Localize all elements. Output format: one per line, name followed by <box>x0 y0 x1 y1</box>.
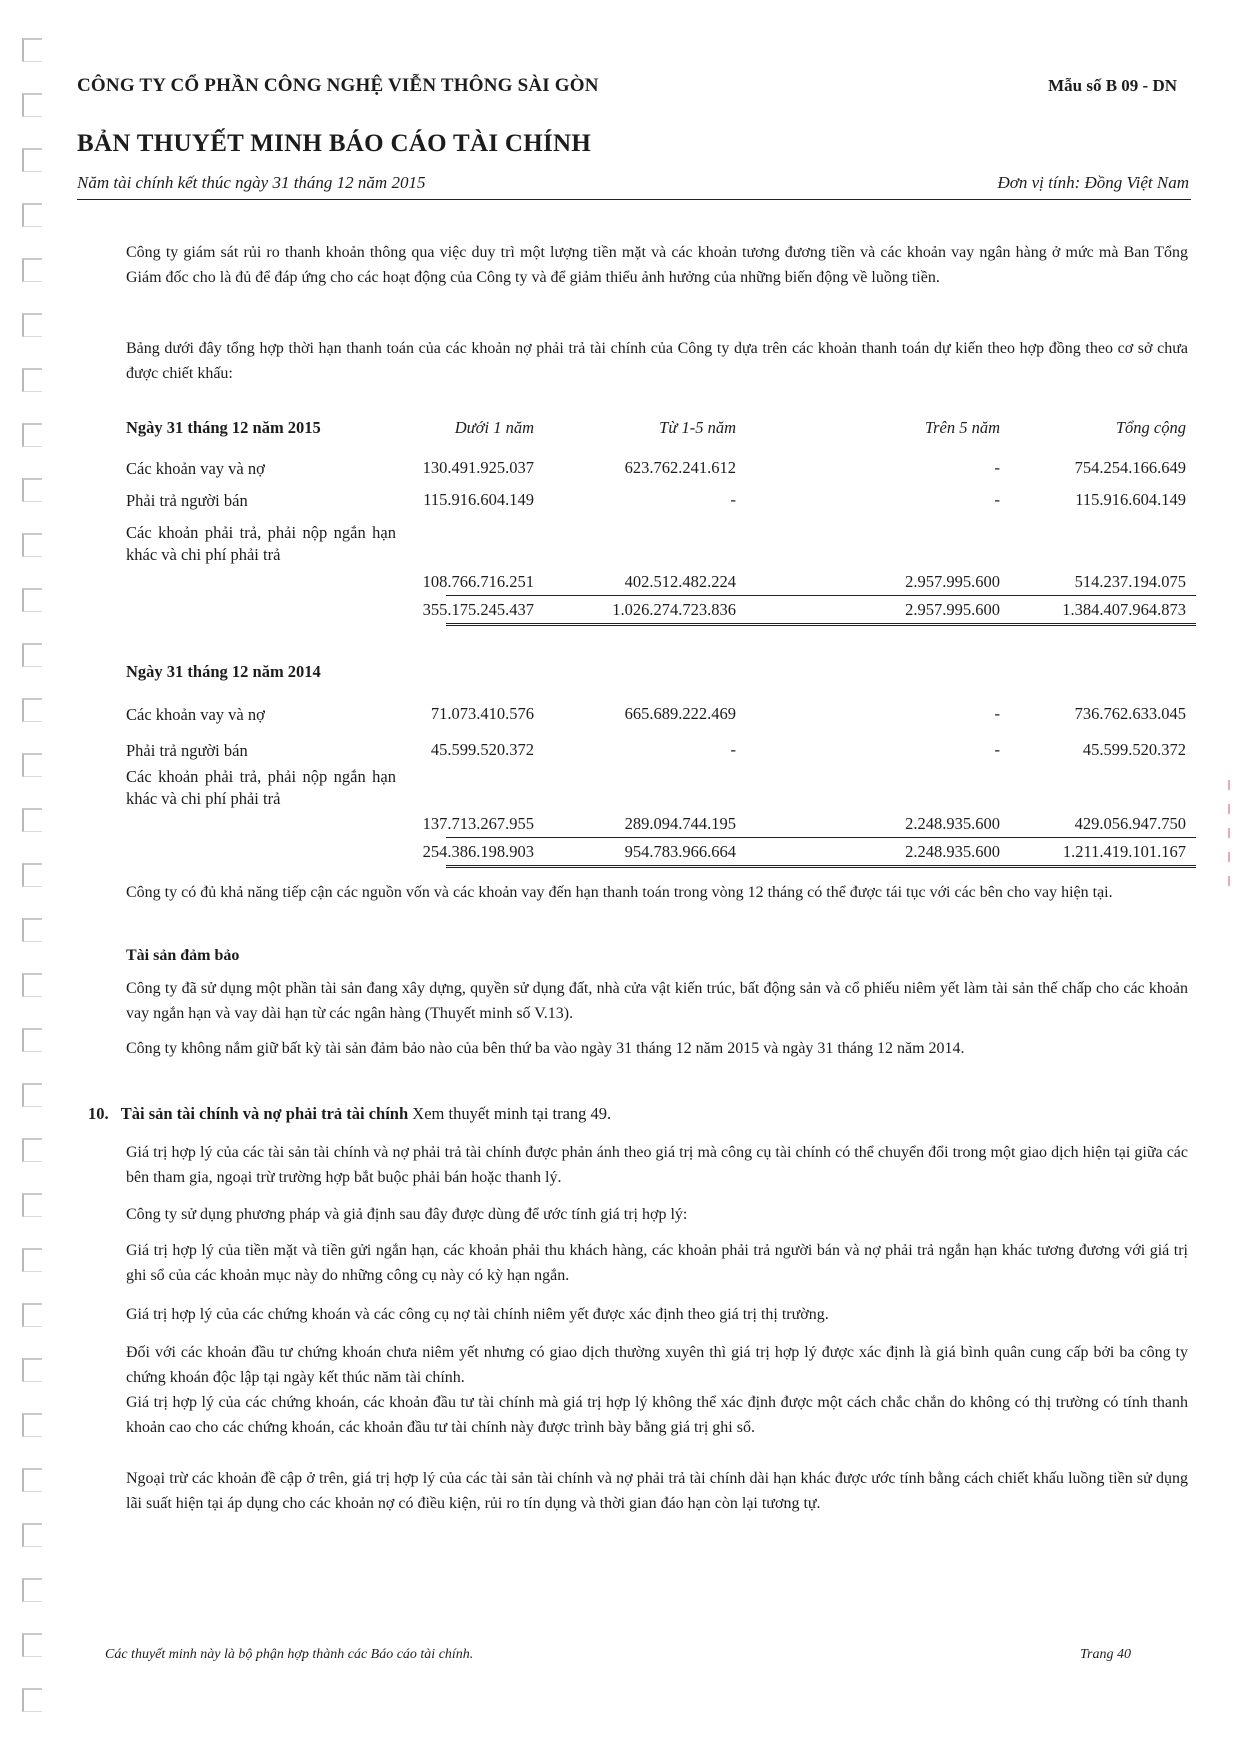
table-cell: 754.254.166.649 <box>1074 458 1186 477</box>
table-date-heading: Ngày 31 tháng 12 năm 2015 <box>126 418 321 437</box>
row-label: Các khoản vay và nợ <box>126 459 265 478</box>
total-cell: 2.957.995.600 <box>905 600 1000 619</box>
section-reference: Xem thuyết minh tại trang 49. <box>408 1104 612 1123</box>
table-cell: 665.689.222.469 <box>624 704 736 723</box>
paragraph-funding-access: Công ty có đủ khả năng tiếp cận các nguồn vốn và các khoản vay đến hạn thanh toán trong vòng 12 tháng có thể được tái tục với các bên cho vay hiện tại. <box>126 884 1113 901</box>
total-cell: 1.026.274.723.836 <box>612 600 736 619</box>
subtotal-rule <box>446 837 1196 838</box>
table-cell: - <box>730 740 736 759</box>
paragraph-discounted-cash-flow: Ngoại trừ các khoản đề cập ở trên, giá trị hợp lý của các tài sản tài chính và nợ phải trả tài chính dài hạn khác được ước tính bằng cách chiết khấu luồng tiền sử dụng lãi suất hiện tại áp dụng cho các khoản nợ có điều kiện, rủi ro tín dụng và thời gian đáo hạn còn lại tương tự. <box>126 1470 1188 1512</box>
table-cell: - <box>994 458 1000 477</box>
table-cell: 108.766.716.251 <box>422 572 534 591</box>
table-cell: 623.762.241.612 <box>624 458 736 477</box>
col-header-1-5-years: Từ 1-5 năm <box>659 418 736 437</box>
total-double-rule <box>446 865 1196 868</box>
table-cell: 2.248.935.600 <box>905 814 1000 833</box>
total-double-rule <box>446 623 1196 626</box>
table-cell: 402.512.482.224 <box>624 572 736 591</box>
paragraph-fair-value-definition: Giá trị hợp lý của các tài sản tài chính và nợ phải trả tài chính được phản ánh theo giá trị mà công cụ tài chính có thể chuyển đổi trong một giao dịch hiện tại giữa các bên tham gia, ngoại trừ trường hợp bắt buộc phải bán hoặc thanh lý. <box>126 1144 1188 1186</box>
table-cell: 45.599.520.372 <box>430 740 534 759</box>
total-cell: 1.384.407.964.873 <box>1062 600 1186 619</box>
paragraph-short-term-items: Giá trị hợp lý của tiền mặt và tiền gửi ngắn hạn, các khoản phải thu khách hàng, các khoản phải trả người bán và nợ phải trả ngắn hạn khác tương đương với giá trị ghi sổ của các khoản mục này do những công cụ này có kỳ hạn ngắn. <box>126 1242 1188 1284</box>
table-cell: 2.957.995.600 <box>905 572 1000 591</box>
total-cell: 1.211.419.101.167 <box>1062 842 1186 861</box>
total-cell: 254.386.198.903 <box>422 842 534 861</box>
total-cell: 954.783.966.664 <box>624 842 736 861</box>
table-cell: - <box>994 704 1000 723</box>
row-label: Các khoản vay và nợ <box>126 705 265 724</box>
paragraph-collateral-pledged: Công ty đã sử dụng một phần tài sản đang xây dựng, quyền sử dụng đất, nhà cửa vật kiến trúc, bất động sản và cổ phiếu niêm yết làm tài sản thế chấp cho các khoản vay ngắn hạn và vay dài hạn từ các ngân hàng (Thuyết minh số V.13). <box>126 980 1188 1022</box>
document-title: BẢN THUYẾT MINH BÁO CÁO TÀI CHÍNH <box>77 130 592 157</box>
row-label: Các khoản phải trả, phải nộp ngắn hạn khác và chi phí phải trả <box>126 523 396 564</box>
collateral-heading: Tài sản đảm bảo <box>126 947 240 964</box>
row-label: Các khoản phải trả, phải nộp ngắn hạn khác và chi phí phải trả <box>126 767 396 808</box>
paragraph-collateral-held: Công ty không nắm giữ bất kỳ tài sản đảm bảo nào của bên thứ ba vào ngày 31 tháng 12 năm 2015 và ngày 31 tháng 12 năm 2014. <box>126 1040 965 1057</box>
footer-note: Các thuyết minh này là bộ phận hợp thành các Báo cáo tài chính. <box>105 1647 474 1662</box>
table-cell: - <box>994 740 1000 759</box>
table-cell: 736.762.633.045 <box>1074 704 1186 723</box>
paragraph-book-value: Giá trị hợp lý của các chứng khoán, các khoản đầu tư tài chính mà giá trị hợp lý không thể xác định được một cách chắc chắn do không có thị trường có tính thanh khoản cao cho các chứng khoán, các khoản đầu tư tài chính này được trình bày bằng giá trị ghi sổ. <box>126 1394 1188 1436</box>
table-cell: 115.916.604.149 <box>423 490 534 509</box>
fiscal-year-subtitle: Năm tài chính kết thúc ngày 31 tháng 12 năm 2015 <box>77 173 426 192</box>
col-header-under-1-year: Dưới 1 năm <box>454 418 534 437</box>
total-cell: 2.248.935.600 <box>905 842 1000 861</box>
company-name: CÔNG TY CỔ PHẦN CÔNG NGHỆ VIỄN THÔNG SÀI GÒN <box>77 75 599 96</box>
table-date-heading: Ngày 31 tháng 12 năm 2014 <box>126 662 321 681</box>
section-title: Tài sản tài chính và nợ phải trả tài chính <box>120 1104 409 1123</box>
currency-unit: Đơn vị tính: Đồng Việt Nam <box>997 173 1189 192</box>
subtotal-rule <box>446 595 1196 596</box>
col-header-over-5-years: Trên 5 năm <box>924 418 1000 437</box>
table-cell: 45.599.520.372 <box>1082 740 1186 759</box>
table-cell: 130.491.925.037 <box>422 458 534 477</box>
table-cell: - <box>994 490 1000 509</box>
paragraph-listed-securities: Giá trị hợp lý của các chứng khoán và các công cụ nợ tài chính niêm yết được xác định theo giá trị thị trường. <box>126 1306 829 1323</box>
header-divider <box>77 199 1191 200</box>
paragraph-table-intro: Bảng dưới đây tổng hợp thời hạn thanh toán của các khoản nợ phải trả tài chính của Công ty dựa trên các khoản thanh toán dự kiến theo hợp đồng theo cơ sở chưa được chiết khấu: <box>126 340 1188 382</box>
table-cell: 429.056.947.750 <box>1074 814 1186 833</box>
table-cell: 115.916.604.149 <box>1075 490 1186 509</box>
page-number: Trang 40 <box>1080 1647 1131 1662</box>
table-cell: 71.073.410.576 <box>430 704 534 723</box>
total-cell: 355.175.245.437 <box>422 600 534 619</box>
form-number: Mẫu số B 09 - DN <box>1048 76 1177 95</box>
table-cell: 289.094.744.195 <box>624 814 736 833</box>
table-cell: 137.713.267.955 <box>422 814 534 833</box>
row-label: Phải trả người bán <box>126 491 248 510</box>
paragraph-unlisted-securities: Đối với các khoản đầu tư chứng khoán chưa niêm yết nhưng có giao dịch thường xuyên thì giá trị hợp lý được xác định là giá bình quân cung cấp bởi ba công ty chứng khoán độc lập tại ngày kết thúc năm tài chính. <box>126 1344 1188 1386</box>
section-10-heading <box>88 1104 611 1124</box>
paragraph-methods: Công ty sử dụng phương pháp và giả định sau đây được dùng để ước tính giá trị hợp lý: <box>126 1206 688 1223</box>
paragraph-liquidity-monitoring: Công ty giám sát rủi ro thanh khoản thông qua việc duy trì một lượng tiền mặt và các khoản tương đương tiền và các khoản vay ngân hàng ở mức mà Ban Tổng Giám đốc cho là đủ để đáp ứng cho các hoạt động của Công ty và để giảm thiểu ảnh hưởng của những biến động về luồng tiền. <box>126 244 1188 286</box>
col-header-total: Tổng cộng <box>1115 418 1186 437</box>
table-cell: 514.237.194.075 <box>1074 572 1186 591</box>
row-label: Phải trả người bán <box>126 741 248 760</box>
table-cell: - <box>730 490 736 509</box>
section-number: 10. <box>88 1104 109 1123</box>
